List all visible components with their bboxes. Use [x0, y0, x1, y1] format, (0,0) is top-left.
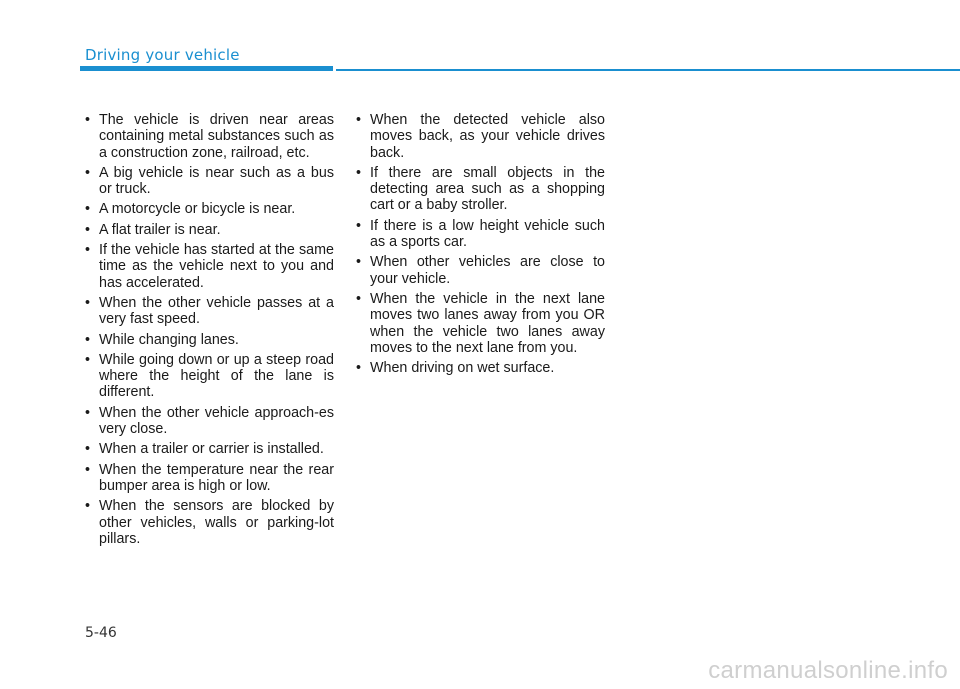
list-item: • When the vehicle in the next lane moves two lanes away from you OR when the vehicle two lanes away moves to the next lane from you. [351, 291, 605, 356]
list-item: • When the detected vehicle also moves back, as your vehicle drives back. [351, 112, 605, 161]
list-item: • When the other vehicle approach-es very close. [80, 405, 334, 438]
left-column-list [80, 112, 334, 551]
header-rule-thin [336, 69, 960, 71]
page-number: 5-46 [85, 625, 117, 641]
list-item: • The vehicle is driven near areas containing metal substances such as a construction zone, railroad, etc. [80, 112, 334, 161]
list-item: • When the sensors are blocked by other vehicles, walls or parking-lot pillars. [80, 498, 334, 547]
list-item: • If there are small objects in the detecting area such as a shopping cart or a baby stroller. [351, 165, 605, 214]
list-item: • When a trailer or carrier is installed. [80, 441, 334, 457]
list-item: • If the vehicle has started at the same time as the vehicle next to you and has accelerated. [80, 242, 334, 291]
list-item: • When other vehicles are close to your vehicle. [351, 254, 605, 287]
list-item: • A big vehicle is near such as a bus or truck. [80, 165, 334, 198]
list-item: • When driving on wet surface. [351, 360, 605, 376]
list-item: • When the temperature near the rear bumper area is high or low. [80, 462, 334, 495]
watermark: carmanualsonline.info [708, 657, 948, 684]
list-item: • A flat trailer is near. [80, 222, 334, 238]
right-column-list [351, 112, 605, 380]
list-item: • If there is a low height vehicle such as a sports car. [351, 218, 605, 251]
list-item: • While changing lanes. [80, 332, 334, 348]
list-item: • While going down or up a steep road where the height of the lane is different. [80, 352, 334, 401]
section-title: Driving your vehicle [85, 46, 240, 64]
list-item: • A motorcycle or bicycle is near. [80, 201, 334, 217]
header-rule-thick [80, 66, 333, 71]
list-item: • When the other vehicle passes at a very fast speed. [80, 295, 334, 328]
